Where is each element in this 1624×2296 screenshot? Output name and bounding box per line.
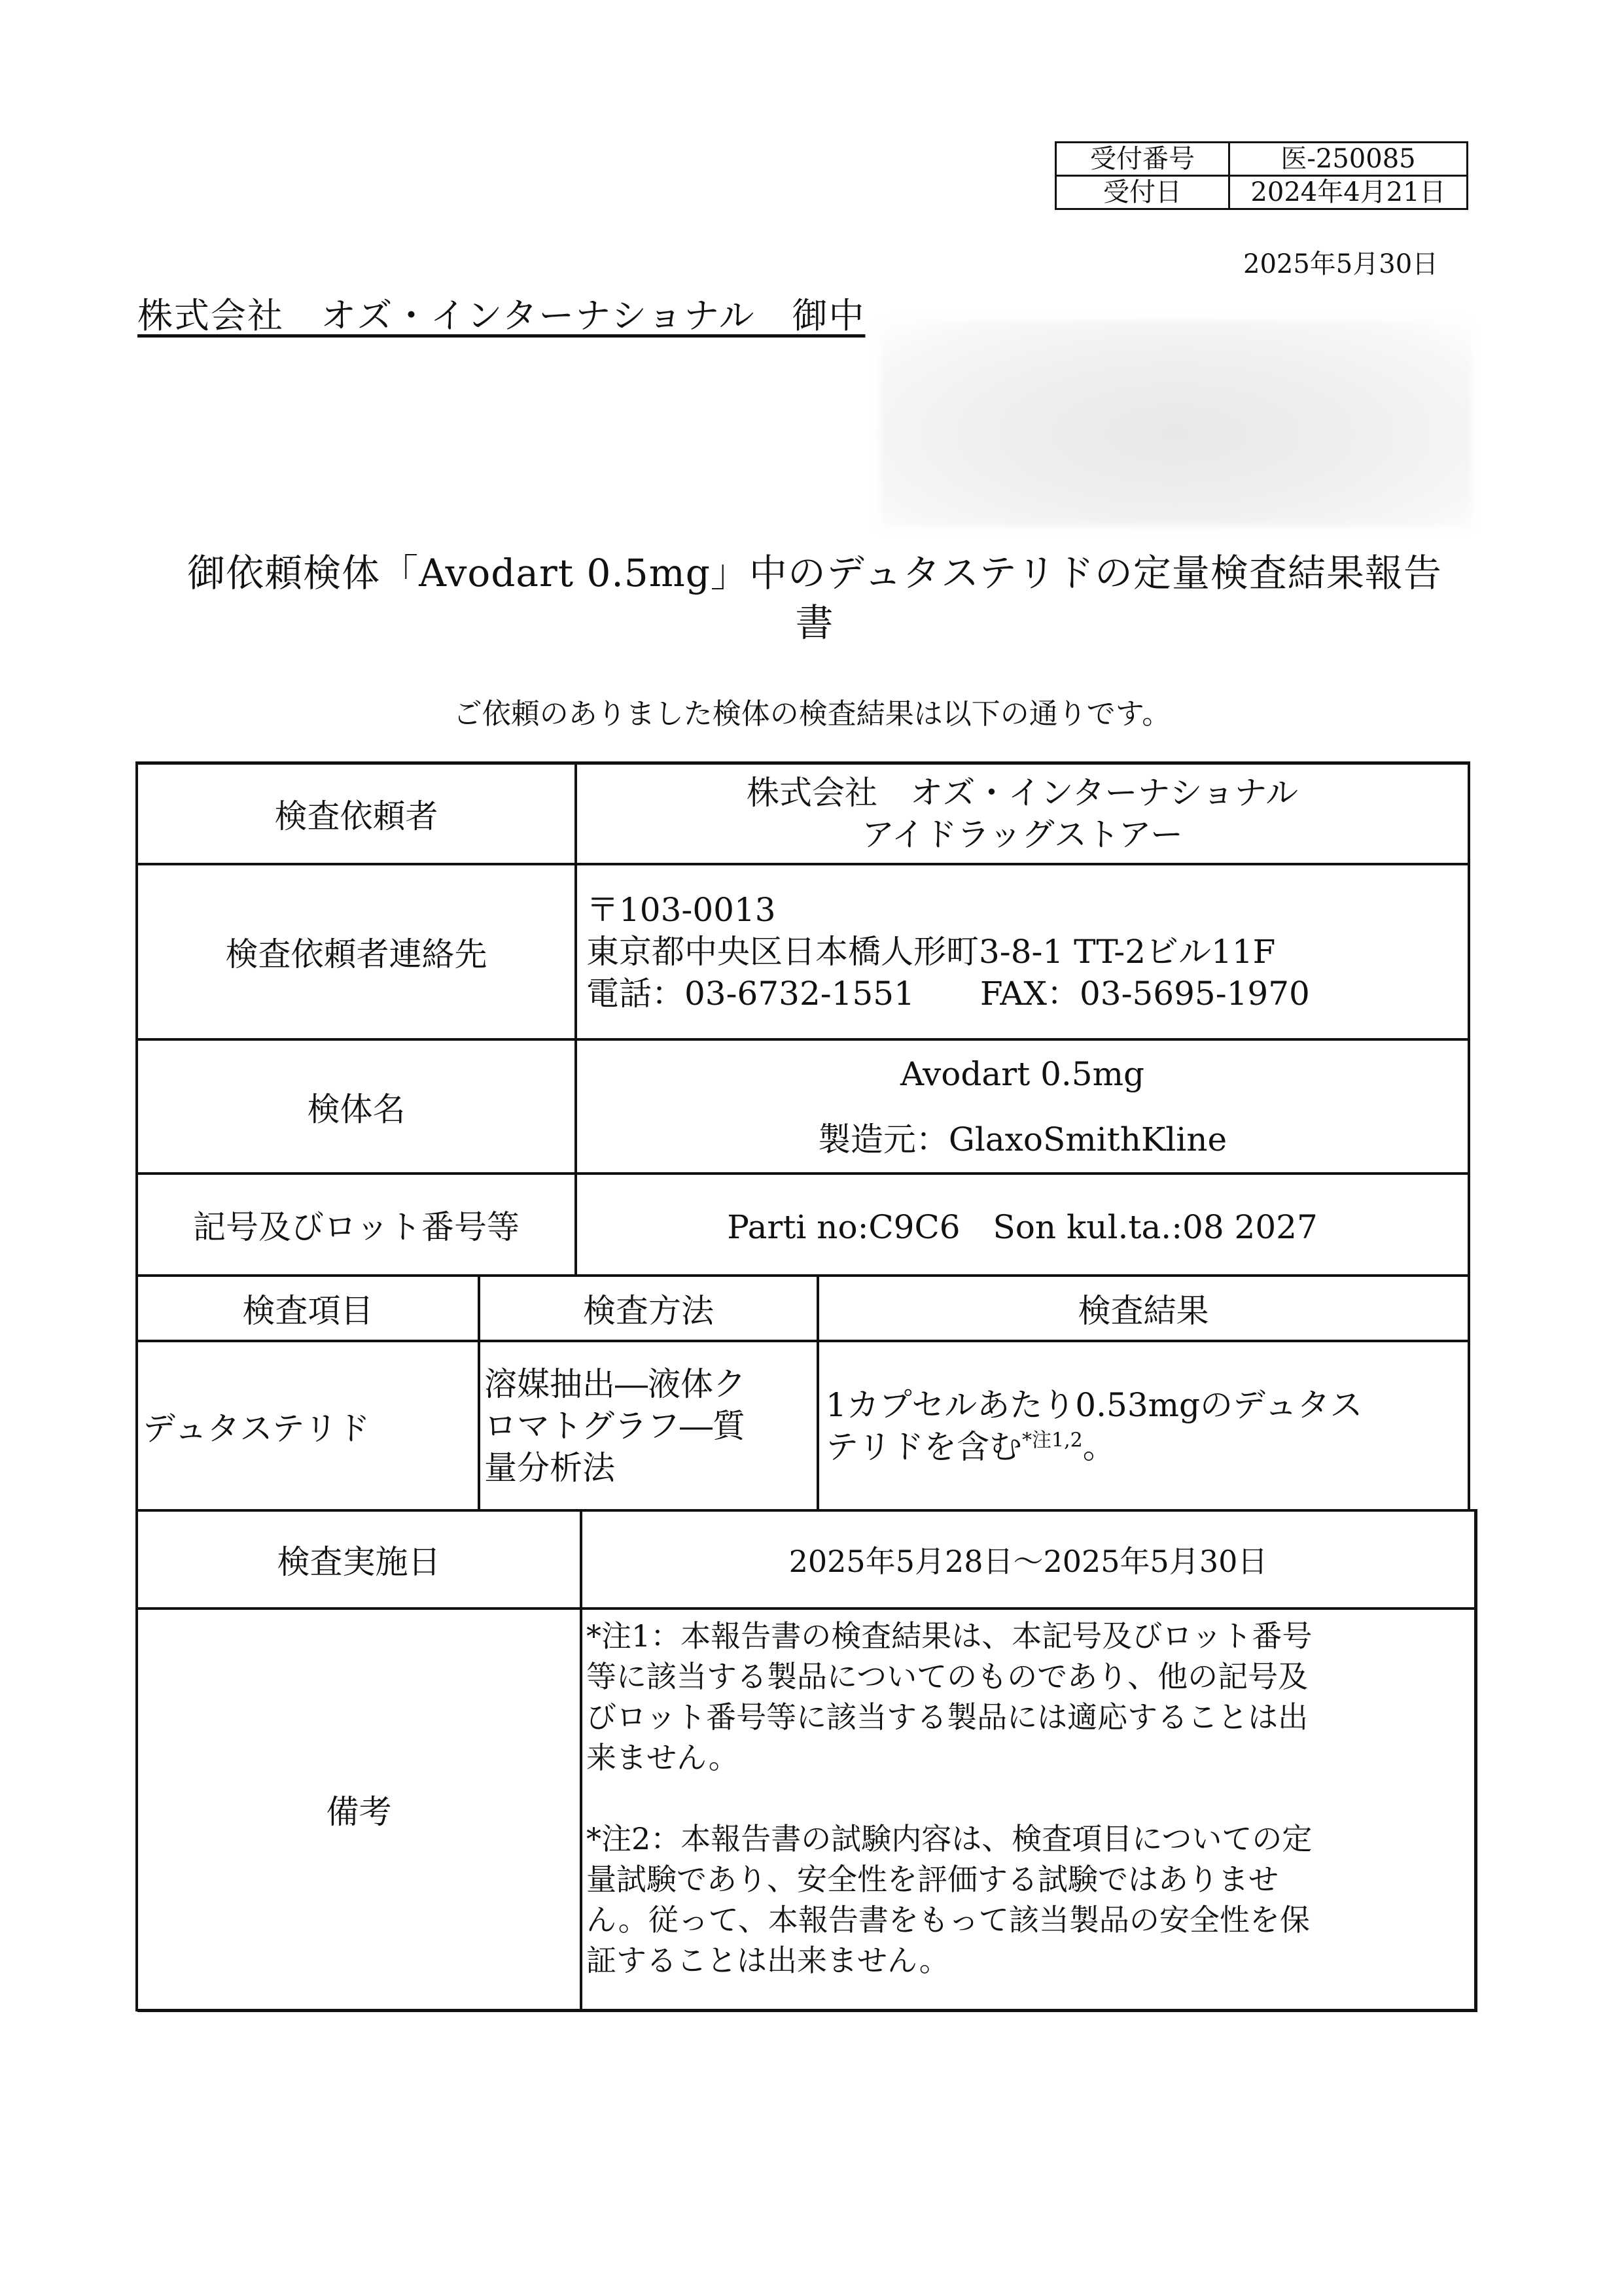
note-1-line-3: びロット番号等に該当する製品には適応することは出 bbox=[586, 1699, 1309, 1735]
title-line-2: 書 bbox=[795, 600, 834, 645]
result-line-2-wrap bbox=[826, 1426, 1116, 1468]
requester-label: 検査依頼者 bbox=[274, 797, 438, 835]
requester-line-1: 株式会社 オズ・インターナショナル bbox=[747, 774, 1298, 812]
receipt-date-value: 2024年4月21日 bbox=[1229, 176, 1468, 209]
date-value: 2025年5月28日～2025年5月30日 bbox=[788, 1544, 1268, 1579]
intro-text: ご依頼のありました検体の検査結果は以下の通りです。 bbox=[453, 697, 1171, 731]
result-line-2: テリドを含む bbox=[826, 1427, 1022, 1466]
sample-name: Avodart 0.5mg bbox=[900, 1054, 1145, 1093]
method-value bbox=[484, 1342, 817, 1509]
item-value: デュタステリド bbox=[143, 1409, 370, 1448]
col-item-header: 検査項目 bbox=[242, 1292, 374, 1330]
receipt-box bbox=[1055, 141, 1468, 210]
sample-maker: 製造元：GlaxoSmithKline bbox=[817, 1120, 1227, 1158]
contact-address: 東京都中央区日本橋人形町3-8-1 TT-2ビル11F bbox=[586, 933, 1276, 971]
result-line-1: 1カプセルあたり0.53mgのデュタス bbox=[826, 1385, 1363, 1424]
contact-zip: 〒103-0013 bbox=[586, 891, 776, 929]
lot-value: Parti no:C9C6 Son kul.ta.:08 2027 bbox=[727, 1208, 1318, 1246]
report-date: 2025年5月30日 bbox=[1243, 249, 1439, 279]
remarks-label: 備考 bbox=[326, 1793, 392, 1831]
note-1-line-1: *注1：本報告書の検査結果は、本記号及びロット番号 bbox=[586, 1618, 1313, 1654]
contact-phone: 電話：03-6732-1551 FAX：03-5695-1970 bbox=[586, 975, 1310, 1013]
lot-label: 記号及びロット番号等 bbox=[193, 1208, 520, 1246]
receipt-number-value: 医-250085 bbox=[1229, 143, 1468, 176]
title-line-1: 御依頼検体「Avodart 0.5mg」中のデュタステリドの定量検査結果報告 bbox=[187, 551, 1442, 595]
note-1 bbox=[586, 1616, 1473, 1778]
col-result-header: 検査結果 bbox=[1078, 1292, 1209, 1330]
method-line-1: 溶媒抽出―液体ク bbox=[484, 1365, 746, 1403]
date-label: 検査実施日 bbox=[277, 1543, 441, 1581]
requester-value bbox=[577, 765, 1468, 863]
note-2-line-3: ん。従って、本報告書をもって該当製品の安全性を保 bbox=[586, 1902, 1310, 1938]
note-2-line-1: *注2：本報告書の試験内容は、検査項目についての定 bbox=[586, 1821, 1313, 1856]
result-value bbox=[826, 1342, 1468, 1509]
requester-line-2: アイドラッグストアー bbox=[862, 816, 1183, 854]
note-2 bbox=[586, 1818, 1473, 1981]
receipt-number-label: 受付番号 bbox=[1056, 143, 1229, 176]
note-1-line-4: 来ません。 bbox=[586, 1740, 739, 1775]
sample-value bbox=[577, 1041, 1468, 1172]
contact-value bbox=[586, 865, 1468, 1038]
col-method-header: 検査方法 bbox=[583, 1292, 714, 1330]
receipt-date-label: 受付日 bbox=[1056, 176, 1229, 209]
addressee: 株式会社 オズ・インターナショナル 御中 bbox=[137, 295, 866, 336]
report-title bbox=[131, 548, 1498, 648]
redacted-seal-area bbox=[880, 321, 1472, 527]
note-1-line-2: 等に該当する製品についてのものであり、他の記号及 bbox=[586, 1659, 1309, 1694]
contact-label: 検査依頼者連絡先 bbox=[225, 935, 487, 973]
method-line-2: ロマトグラフ―質 bbox=[484, 1406, 745, 1445]
method-line-3: 量分析法 bbox=[484, 1448, 615, 1487]
note-2-line-4: 証することは出来ません。 bbox=[586, 1943, 949, 1978]
remarks-value bbox=[586, 1616, 1473, 1981]
result-line-end: 。 bbox=[1082, 1427, 1116, 1466]
note-2-line-2: 量試験であり、安全性を評価する試験ではありませ bbox=[586, 1862, 1279, 1897]
result-footnote-ref: *注1,2 bbox=[1022, 1428, 1083, 1452]
sample-label: 検体名 bbox=[307, 1090, 406, 1128]
